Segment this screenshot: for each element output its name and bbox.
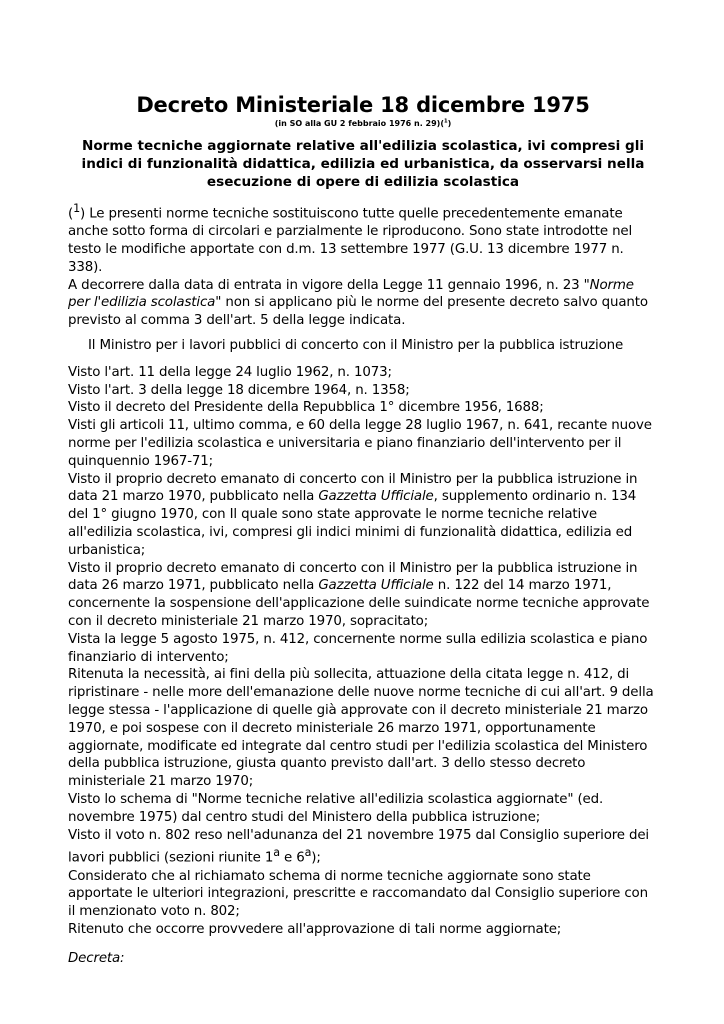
recital-item: Visto l'art. 3 della legge 18 dicembre 1964, n. 1358;	[68, 382, 410, 398]
recital-item: Visto lo schema di "Norme tecniche relative all'edilizia scolastica aggiornate" (ed. novembre 1975) dal centro studi del Ministero della pubblica istruzione;	[68, 791, 604, 825]
footnote-text-2a: A decorrere dalla data di entrata in vigore della Legge 11 gennaio 1996, n. 23 "	[68, 277, 590, 293]
recital-item: Ritenuta la necessità, ai fini della più sollecita, attuazione della citata legge n. 412, di ripristinare - nelle more dell'emanazione delle nuove norme tecniche di cui all'art. 9 della legge stessa - l'applicazione di quelle già approvate con il decreto ministeriale 21 marzo 1970, e poi sospese con il decreto ministeriale 26 marzo 1971, opportunamente aggiornate, modificate ed integrate dal centro studi per l'edilizia scolastica del Ministero della pubblica istruzione, giusta quanto previsto dall'art. 3 dello stesso decreto ministeriale 21 marzo 1970;	[68, 667, 654, 790]
recitals-list	[68, 364, 658, 939]
ordinal-sup: a	[304, 846, 312, 860]
gazzetta-ufficiale-ref: Gazzetta Ufficiale	[318, 578, 434, 594]
recital-text: Visto il proprio decreto emanato di concerto con il Ministro per la pubblica istruzione in data 26 marzo 1971, pubblicato nella	[68, 560, 638, 594]
footnote-text-2b: " non si applicano più le norme del presente decreto salvo quanto previsto al comma 3 dell'art. 5 della legge indicata.	[68, 295, 648, 329]
recital-text: , supplemento ordinario n. 134 del 1° giugno 1970, con Il quale sono state approvate le norme tecniche relative all'edilizia scolastica, ivi, compresi gli indici minimi di funzionalità didattica, edilizia ed urbanistica;	[68, 489, 637, 558]
recital-text: n. 122 del 14 marzo 1971, concernente la sospensione dell'applicazione delle suindicate norme tecniche approvate con il decreto ministeriale 21 marzo 1970, sopracitato;	[68, 578, 650, 629]
ministro-preamble: Il Ministro per i lavori pubblici di concerto con il Ministro per la pubblica istruzione	[88, 338, 624, 354]
footnote-law-title: Norme per l'edilizia scolastica	[68, 277, 634, 311]
recital-item: Considerato che al richiamato schema di norme tecniche aggiornate sono state apportate le ulteriori integrazioni, prescritte e raccomandato dal Consiglio superiore con il menzionato voto n. 802;	[68, 868, 648, 920]
footnote-text: Le presenti norme tecniche sostituiscono tutte quelle precedentemente emanate anche sotto forma di circolari e parzialmente le riproducono. Sono state introdotte nel testo le modifiche apportate con d.m. 13 settembre 1977 (G.U. 13 dicembre 1977 n. 338).	[68, 206, 633, 275]
recital-item	[68, 471, 658, 560]
source-footnote-ref[interactable]: 1	[443, 118, 448, 125]
ordinal-sup: a	[273, 846, 280, 860]
recital-item: Visto l'art. 11 della legge 24 luglio 1962, n. 1073;	[68, 364, 392, 380]
footnote	[68, 200, 658, 330]
recital-text: e 6	[279, 850, 305, 866]
publication-source	[68, 118, 658, 129]
source-prefix: (in SO alla GU 2 febbraio 1976 n. 29)(	[274, 119, 444, 128]
recital-item: Vista la legge 5 agosto 1975, n. 412, concernente norme sulla edilizia scolastica e piano finanziario di intervento;	[68, 631, 648, 665]
recital-text: Visto il voto n. 802 reso nell'adunanza del 21 novembre 1975 dal Consiglio superiore dei lavori pubblici (sezioni riunite 1	[68, 827, 649, 866]
source-suffix: )	[447, 119, 452, 128]
footnote-paragraph-2	[68, 277, 658, 330]
gazzetta-ufficiale-ref: Gazzetta Ufficiale	[318, 489, 434, 505]
recital-text: );	[311, 850, 321, 866]
recital-item: Ritenuto che occorre provvedere all'approvazione di tali norme aggiornate;	[68, 922, 562, 938]
decreta-heading: Decreta:	[68, 950, 125, 966]
recital-item: Visto il decreto del Presidente della Repubblica 1° dicembre 1956, 1688;	[68, 400, 544, 416]
document-page	[68, 92, 658, 968]
footnote-close-paren: )	[80, 206, 86, 222]
footnote-paragraph-1	[68, 200, 658, 277]
recital-text: Visto il proprio decreto emanato di concerto con il Ministro per la pubblica istruzione in data 21 marzo 1970, pubblicato nella	[68, 471, 638, 505]
footnote-ref: 1	[73, 202, 81, 215]
document-subtitle: Norme tecniche aggiornate relative all'edilizia scolastica, ivi compresi gli indici di funzionalità didattica, edilizia ed urbanistica, da osservarsi nella esecuzione di opere di edilizia scolastica	[81, 138, 645, 190]
recital-item	[68, 827, 658, 868]
document-title: Decreto Ministeriale 18 dicembre 1975	[136, 93, 590, 117]
footnote-open-paren: (	[68, 206, 74, 222]
recital-item	[68, 560, 658, 631]
recital-item: Visti gli articoli 11, ultimo comma, e 60 della legge 28 luglio 1967, n. 641, recante nuove norme per l'edilizia scolastica e universitaria e piano finanziario dell'intervento per il quinquennio 1967-71;	[68, 418, 652, 469]
